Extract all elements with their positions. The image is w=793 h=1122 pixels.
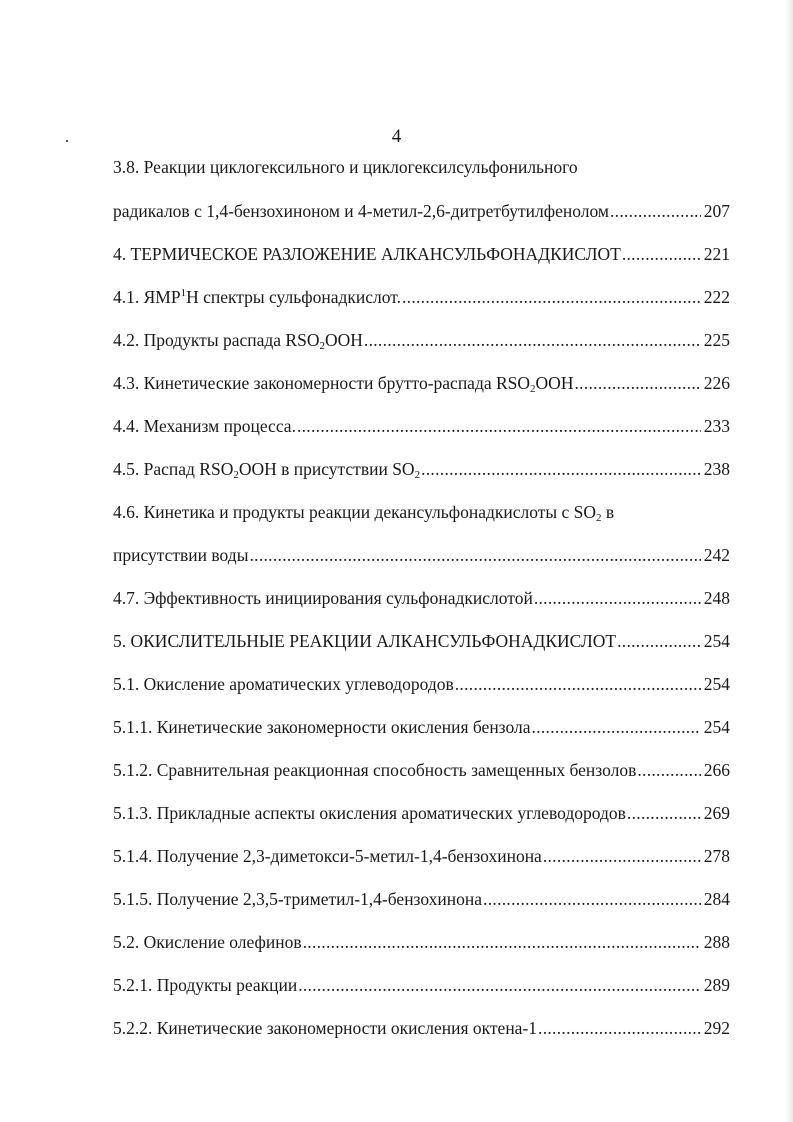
- toc-label: 5.2.1. Продукты реакции: [113, 975, 298, 995]
- toc-entry-5-2-2: [113, 1015, 730, 1041]
- toc-entry-5-1-4: [113, 843, 730, 869]
- toc-page-number: 266: [703, 760, 730, 780]
- toc-entry-5-1-5: [113, 886, 730, 912]
- toc-leader: [531, 714, 701, 740]
- toc-entry-5-1-2: [113, 757, 730, 783]
- toc-entry-4-2: [113, 327, 730, 353]
- toc-label: 4.4. Механизм процесса.: [113, 416, 296, 436]
- toc-leader: [573, 370, 700, 396]
- toc-page-number: 233: [703, 416, 730, 436]
- toc-page-number: 278: [703, 846, 730, 866]
- page-number: 4: [391, 126, 402, 147]
- toc-leader: [302, 929, 701, 955]
- toc-entry-4-5: [113, 456, 730, 482]
- toc-label: 4.3. Кинетические закономерности брутто-распада $RSO_2OOH$: [113, 373, 574, 395]
- toc-page-number: 289: [703, 975, 730, 995]
- toc-entry-4: [113, 241, 730, 267]
- toc-entry-4-6-line2: [113, 542, 730, 568]
- toc-page-number: 242: [703, 545, 730, 565]
- toc-entry-5-2: [113, 929, 730, 955]
- toc-entry-4-4: [113, 413, 730, 439]
- toc-entry-5-1-1: [113, 714, 730, 740]
- toc-label: 5.1.4. Получение 2,3-диметокси-5-метил-1,4-бензохинона: [113, 846, 542, 866]
- toc-entry-4-6-line1: [113, 499, 730, 525]
- toc-page-number: 292: [703, 1018, 730, 1038]
- toc-label: 5.2.2. Кинетические закономерности окисления октена-1: [113, 1018, 538, 1038]
- toc-entry-5-2-1: [113, 972, 730, 998]
- toc-leader: [297, 972, 701, 998]
- toc-label: 4.7. Эффективность инициирования сульфонадкислотой: [113, 588, 533, 608]
- toc-label: 5.1.5. Получение 2,3,5-триметил-1,4-бензохинона: [113, 889, 483, 909]
- toc-leader: [537, 1015, 701, 1041]
- toc-page-number: 254: [703, 717, 730, 737]
- toc-page-number: 225: [703, 330, 730, 350]
- toc-page-number: 254: [703, 631, 730, 651]
- toc-label: 5.1.2. Сравнительная реакционная способность замещенных бензолов: [113, 760, 637, 780]
- toc-label: 4.5. Распад $RSO_2OOH$ в присутствии $SO_2$: [113, 459, 421, 481]
- toc-entry-4-7: [113, 585, 730, 611]
- toc-leader: [533, 585, 701, 611]
- toc-entry-4-3: [113, 370, 730, 396]
- toc-leader: [248, 542, 700, 568]
- toc-entry-5: [113, 628, 730, 654]
- toc-leader: [482, 886, 701, 912]
- toc-leader: [609, 198, 701, 224]
- toc-label: 4.6. Кинетика и продукты реакции декансульфонадкислоты с $SO_2$ в: [113, 502, 615, 524]
- toc-label: радикалов с 1,4-бензохиноном и 4-метил-2,6-дитретбутилфенолом: [113, 201, 609, 221]
- toc-page-number: 207: [703, 201, 730, 221]
- toc-leader: [454, 671, 701, 697]
- toc-page-number: 226: [703, 373, 730, 393]
- toc-entry-4-1: [113, 284, 730, 310]
- toc-page-number: 238: [703, 459, 730, 479]
- toc-page-number: 284: [703, 889, 730, 909]
- toc-label: 5.2. Окисление олефинов: [113, 932, 302, 952]
- toc-page-number: 254: [703, 674, 730, 694]
- toc-label: 4.1. ЯМР$^1$Н спектры сульфонадкислот.: [113, 287, 401, 307]
- toc-leader: [542, 843, 701, 869]
- toc-page-number: 248: [703, 588, 730, 608]
- toc-label: присутствии воды: [113, 545, 249, 565]
- toc-label: 5.1.1. Кинетические закономерности окисления бензола: [113, 717, 531, 737]
- toc-label: 4. ТЕРМИЧЕСКОЕ РАЗЛОЖЕНИЕ АЛКАНСУЛЬФОНАДКИСЛОТ: [113, 244, 621, 264]
- toc-entry-5-1: [113, 671, 730, 697]
- toc-page-number: 221: [703, 244, 730, 264]
- toc-label: 3.8. Реакции циклогексильного и циклогексилсульфонильного: [113, 157, 578, 177]
- toc-leader: [636, 757, 700, 783]
- scan-shadow-edge: [785, 0, 793, 1122]
- toc-leader: [363, 327, 701, 353]
- toc-label: 4.2. Продукты распада $RSO_2OOH$: [113, 330, 363, 352]
- toc-leader: [621, 241, 701, 267]
- toc-label: 5. ОКИСЛИТЕЛЬНЫЕ РЕАКЦИИ АЛКАНСУЛЬФОНАДКИСЛОТ: [113, 631, 617, 651]
- toc-page-number: 269: [703, 803, 730, 823]
- toc-entry-3-8-line2: [113, 198, 730, 224]
- toc-leader: [296, 413, 701, 439]
- toc-page-number: 222: [703, 287, 730, 307]
- toc-leader: [616, 628, 701, 654]
- toc-entry-3-8-line1: [113, 154, 730, 180]
- toc-page-number: 288: [703, 932, 730, 952]
- toc-leader: [626, 800, 701, 826]
- toc-label: 5.1. Окисление ароматических углеводородов: [113, 674, 454, 694]
- toc-leader: [420, 456, 701, 482]
- toc-leader: [401, 284, 701, 310]
- toc-entry-5-1-3: [113, 800, 730, 826]
- toc-label: 5.1.3. Прикладные аспекты окисления ароматических углеводородов: [113, 803, 626, 823]
